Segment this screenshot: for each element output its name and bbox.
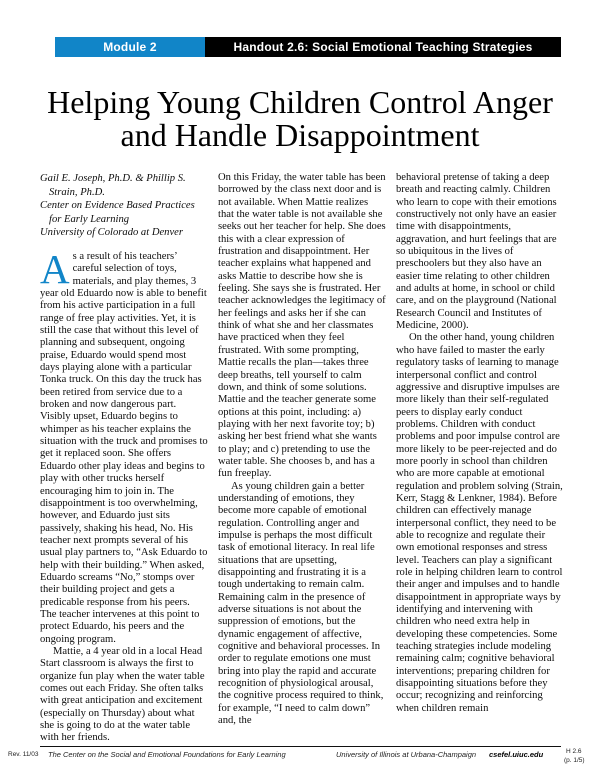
drop-cap: A bbox=[40, 245, 70, 292]
page-title-line1: Helping Young Children Control Anger bbox=[47, 84, 553, 120]
paragraph: As young children gain a better understanding of emotions, they become more capable of emotional regulation. Controlling anger and impulse is perhaps the most difficult task of emotional literacy. In real life situations that are upsetting, disappointing and frustrating it is a tough undertaking to remain calm. Remaining calm in the presence of adverse situations is not about the suppression of emotions, but the dynamic engagement of affective, cognitive and behavioral processes. In order to regulate emotions one must bring into play the rapid and accurate recognition of physiological arousal, the cognitive process required to think, for example, “I need to calm down” and, the bbox=[218, 480, 384, 727]
page-title bbox=[0, 86, 600, 152]
paragraph: behavioral pretense of taking a deep breath and reacting calmly. Children who learn to cope with their emotions constructively not only have an easier time with disappointments, aggravation, and hurt feelings that are so ubiquitous in the lives of preschoolers but they also have an easier time relating to other children and adults at home, in school or child care, and on the playground (National Research Council and Institutes of Medicine, 2000). bbox=[396, 172, 557, 332]
column-2 bbox=[218, 172, 386, 745]
module-banner bbox=[55, 37, 205, 57]
column-3 bbox=[396, 172, 564, 745]
paragraph-text: s a result of his teachers’ careful selection of toys, materials, and play themes, 3 year old Eduardo now is able to benefit from his active participation in a full range of free play activities. Yet, it is still the case that without this level of planning and subsequent, ongoing praise, Eduardo would spend most days playing alone with a particular Tonka truck. On this day the truck has been retired from service due to a broken and now dangerous part. Visibly upset, Eduardo begins to whimper as his teacher explains the situation with the truck and promises to get it replaced soon. She offers Eduardo other play ideas and begins to play with other trucks herself encouraging him to join in. The disappointment is too overwhelming, however, and Eduardo just sits passively, shaking his head, No. His teacher next prompts several of his usual play partners to, “Ask Eduardo to help with their building.” When asked, Eduardo screams “No,” stomps over their building project and gets a predicable response from his peers. The teacher intervenes at this point to protect Eduardo, his peers and the ongoing program. bbox=[40, 250, 208, 645]
footer-center-name: The Center on the Social and Emotional Foundations for Early Learning bbox=[48, 750, 286, 759]
footer-university: University of Illinois at Urbana-Champaign bbox=[336, 750, 477, 759]
revision-date: Rev. 11/03 bbox=[8, 751, 39, 758]
handout-code: H 2.6 bbox=[566, 748, 582, 755]
column-1 bbox=[40, 172, 208, 745]
footer-divider bbox=[40, 746, 561, 747]
paragraph: On the other hand, young children who have failed to master the early regulatory tasks of learning to manage interpersonal conflict and control aggressive and disruptive impulses are more likely than their self-regulated peers to display early conduct problems. Children with conduct problems and poor impulse control are more likely to be peer-rejected and do more poorly in school than children who are more capable at emotional regulation and problem solving (Strain, Kerr, Stagg & Lenkner, 1984). Before children can effectively manage interpersonal conflict, they need to be able to recognize and regulate their own emotional responses and stress level. Teachers can play a significant role in helping children learn to control their anger and impulses and to handle disappointment in appropriate ways by identifying and intervening with children who need extra help in developing these competencies. Some teaching strategies include modeling remaining calm; cognitive behavioral interventions; preparing children for disappointing situations before they occur; recognizing and reinforcing when children remain bbox=[396, 332, 563, 714]
author-line: for Early Learning bbox=[49, 213, 130, 225]
paragraph: Mattie, a 4 year old in a local Head Start classroom is always the first to organize fun play when the water table comes out each Friday. She often talks with great anticipation and excitement (especially on Thursday) about what she is going to do at the water table with her friends. bbox=[40, 645, 205, 744]
handout-label: Handout 2.6: Social Emotional Teaching Strategies bbox=[233, 40, 533, 54]
author-line: Center on Evidence Based Practices bbox=[40, 200, 195, 212]
paragraph bbox=[40, 245, 208, 646]
author-line: University of Colorado at Denver bbox=[40, 227, 183, 239]
footer-website: csefel.uiuc.edu bbox=[489, 750, 544, 759]
paragraph: On this Friday, the water table has been borrowed by the class next door and is not available. When Mattie realizes that the water table is not available she seeks out her teacher for help. She does this with a clear expression of frustration and disappointment. Her teacher explains what happened and asks Mattie to describe how she is feeling. She says she is frustrated. Her teacher acknowledges the legitimacy of her feelings and asks her if she can think of what she and her classmates have practiced when they feel frustrated. With some prompting, Mattie recalls the plan—takes three deep breaths, tell yourself to calm down, and think of some solutions. Mattie and the teacher generate some options at this point, including: a) playing with her next favorite toy; b) asking her best friend what she wants to play; and c) pretending to use the water table. She chooses b, and has a fun freeplay. bbox=[218, 172, 386, 480]
header-bars bbox=[55, 37, 561, 57]
author-block bbox=[40, 172, 208, 240]
page-number: (p. 1/5) bbox=[564, 757, 585, 764]
article-columns bbox=[40, 172, 564, 745]
author-line: Gail E. Joseph, Ph.D. & Phillip S. bbox=[40, 173, 186, 184]
author-line: Strain, Ph.D. bbox=[49, 186, 105, 198]
page-title-line2: and Handle Disappointment bbox=[120, 117, 480, 153]
handout-banner bbox=[205, 37, 561, 57]
module-label: Module 2 bbox=[103, 40, 157, 54]
